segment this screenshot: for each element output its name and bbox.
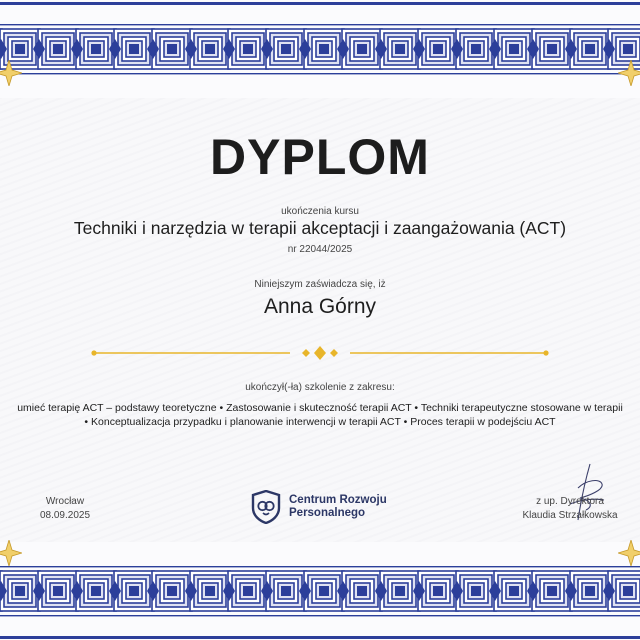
logo-text: Centrum Rozwoju Personalnego bbox=[289, 494, 387, 519]
signatory-name: Klaudia Strzałkowska bbox=[522, 510, 618, 521]
training-topics-line-2: • Konceptualizacja przypadku i planowanie interwencji w terapii ACT • Proces terapii w podejściu ACT bbox=[84, 416, 556, 428]
star-ornament-icon bbox=[618, 540, 640, 566]
organization-logo bbox=[251, 490, 401, 530]
gold-divider bbox=[90, 343, 550, 363]
diploma-title: DYPLOM bbox=[210, 129, 430, 185]
certification-intro: Niniejszym zaświadcza się, iż bbox=[254, 279, 386, 290]
training-intro: ukończył(-ła) szkolenie z zakresu: bbox=[245, 382, 395, 393]
signatory-role: z up. Dyrektora bbox=[536, 496, 604, 507]
place-date-block bbox=[20, 495, 110, 523]
course-intro: ukończenia kursu bbox=[281, 206, 359, 217]
recipient-name: Anna Górny bbox=[263, 295, 377, 318]
star-ornament-icon bbox=[0, 540, 22, 566]
star-ornament-icon bbox=[0, 60, 22, 86]
decorative-border-bottom bbox=[0, 542, 640, 640]
place: Wrocław bbox=[45, 496, 85, 507]
course-name: Techniki i narzędzia w terapii akceptacji i zaangażowania (ACT) bbox=[73, 218, 567, 238]
signatory-block bbox=[510, 495, 630, 523]
training-topics-line-1: umieć terapię ACT – podstawy teoretyczne • Zastosowanie i skuteczność terapii ACT • Techniki terapeutyczne stosowane w terapii bbox=[17, 402, 623, 414]
star-ornament-icon bbox=[618, 60, 640, 86]
brain-shield-icon bbox=[251, 490, 281, 524]
issue-date: 08.09.2025 bbox=[39, 510, 91, 521]
diploma-number: nr 22044/2025 bbox=[287, 244, 353, 255]
decorative-border-top bbox=[0, 0, 640, 98]
